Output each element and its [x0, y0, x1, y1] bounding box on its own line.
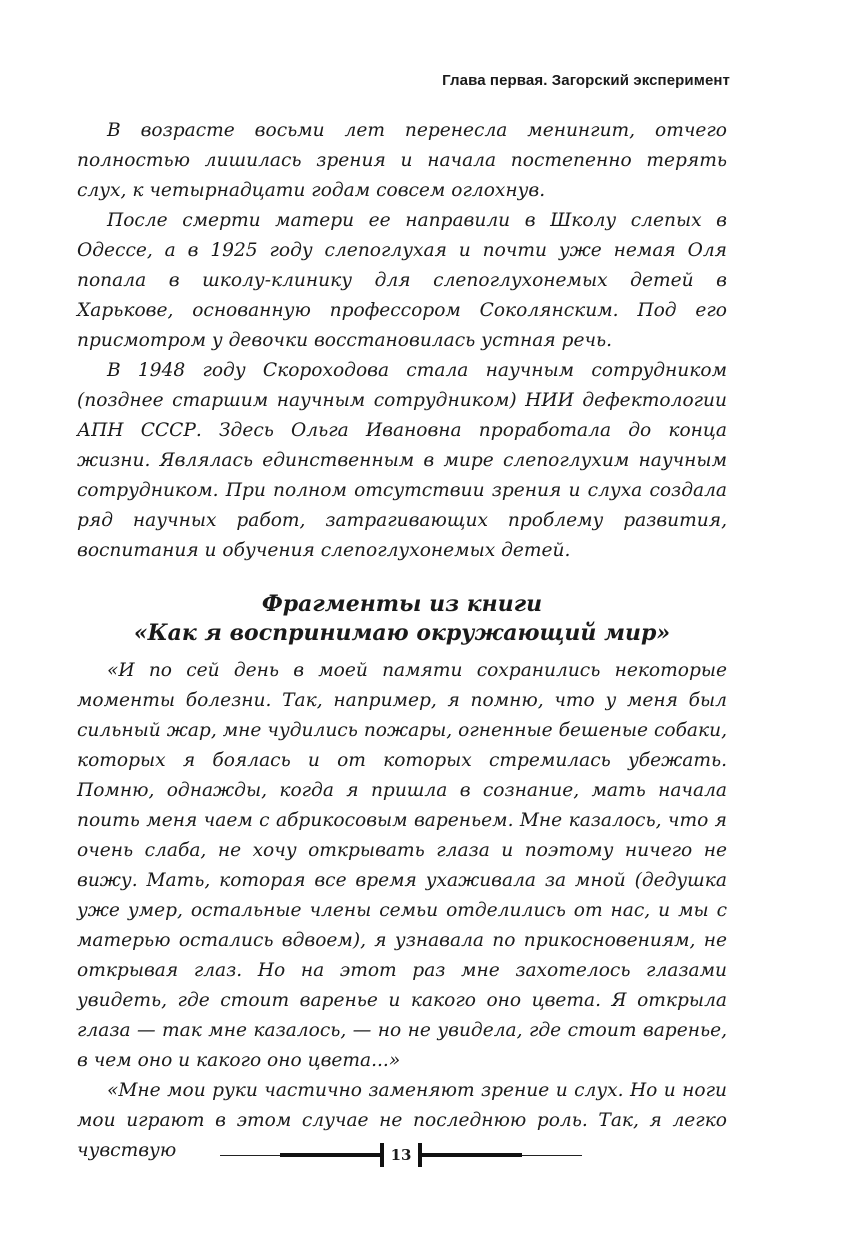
footer-bar-left: [380, 1143, 384, 1167]
section-heading-line-1: Фрагменты из книги: [261, 591, 543, 617]
page-number: 13: [390, 1146, 412, 1164]
page-footer: [220, 1140, 582, 1170]
footer-rule-left-thin: [220, 1155, 280, 1156]
footer-rule-right-thin: [522, 1155, 582, 1156]
running-head: Глава первая. Загорский эксперимент: [442, 72, 730, 89]
paragraph: В 1948 году Скороходова стала научным сотрудником (позднее старшим научным сотрудником) НИИ дефектологии АПН СССР. Здесь Ольга Ивановна проработала до конца жизни. Являлась единственным в мире слепоглухим научным сотрудником. При полном отсутствии зрения и слуха создала ряд научных работ, затрагивающих проблему развития, воспитания и обучения слепоглухонемых детей.: [77, 360, 727, 561]
biography-text: [77, 116, 727, 566]
quote-text: [77, 656, 727, 1166]
paragraph: «Мне мои руки частично заменяют зрение и слух. Но и ноги мои играют в этом случае не последнюю роль. Так, я легко чувствую: [77, 1080, 727, 1161]
section-heading-line-2: «Как я воспринимаю окружающий мир»: [133, 620, 671, 646]
section-heading: [77, 590, 727, 648]
paragraph: После смерти матери ее направили в Школу слепых в Одессе, а в 1925 году слепоглухая и почти уже немая Оля попала в школу-клинику для слепоглухонемых детей в Харькове, основанную профессором Соколянским. Под его присмотром у девочки восстановилась устная речь.: [77, 210, 727, 351]
paragraph: «И по сей день в моей памяти сохранились некоторые моменты болезни. Так, например, я помню, что у меня был сильный жар, мне чудились пожары, огненные бешеные собаки, которых я боялась и от которых стремилась убежать. Помню, однажды, когда я пришла в сознание, мать начала поить меня чаем с абрикосовым вареньем. Мне казалось, что я очень слаба, не хочу открывать глаза и поэтому ничего не вижу. Мать, которая все время ухаживала за мной (дедушка уже умер, остальные члены семьи отделились от нас, и мы с матерью остались вдвоем), я узнавала по прикосновениям, не открывая глаз. Но на этот раз мне захотелось глазами увидеть, где стоит варенье и какого оно цвета. Я открыла глаза — так мне казалось, — но не увидела, где стоит варенье, в чем оно и какого оно цвета...»: [77, 660, 727, 1071]
paragraph: В возрасте восьми лет перенесла менингит, отчего полностью лишилась зрения и начала постепенно терять слух, к четырнадцати годам совсем оглохнув.: [77, 120, 727, 201]
footer-rule-left-thick: [280, 1153, 380, 1157]
footer-rule-right-thick: [422, 1153, 522, 1157]
